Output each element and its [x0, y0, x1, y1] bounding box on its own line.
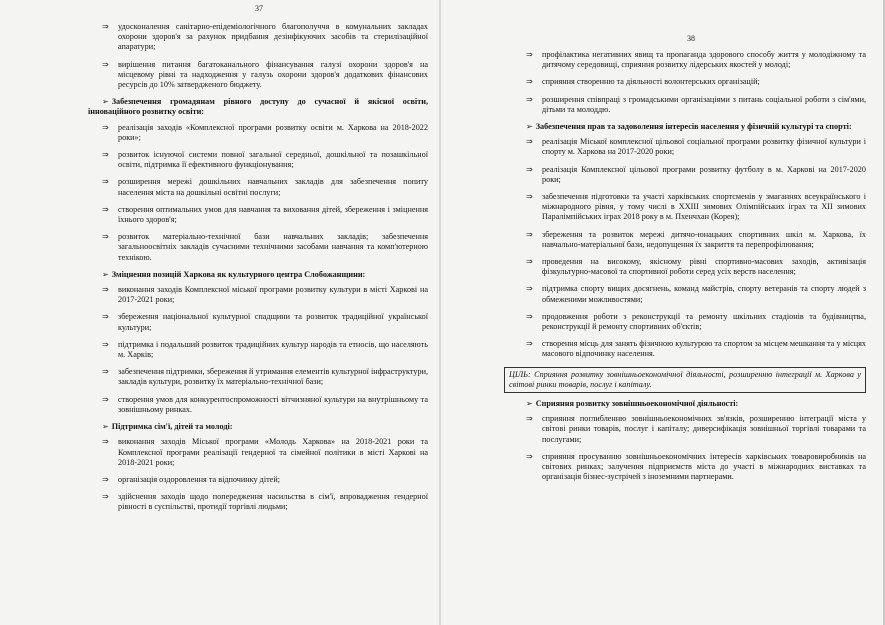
list-item [102, 395, 428, 415]
arrow-bullet-icon: ⇒ [102, 339, 109, 349]
list-item-text: реалізація Міської комплексної цільової соціальної програми розвитку фізичної культури і спорту м. Харкова на 2017-2020 роки; [542, 137, 866, 157]
arrow-bullet-icon: ⇒ [102, 177, 109, 187]
arrow-bullet-icon: ⇒ [102, 59, 109, 69]
list-item-text: сприяння просуванню зовнішньоекономічних інтересів харківських товаровиробників на світових ринках; залучення підприємств міста до участі в міжнародних виставках та організація бізнес-зустрічей з іноземними партнерами. [542, 451, 866, 482]
list-item [526, 137, 866, 157]
list-item [526, 312, 866, 332]
arrow-bullet-icon: ⇒ [102, 22, 109, 31]
section-heading [88, 270, 428, 280]
arrow-bullet-icon: ⇒ [526, 414, 533, 424]
list-item [102, 205, 428, 225]
arrowhead-bullet-icon: ➢ [526, 399, 533, 409]
arrow-bullet-icon: ⇒ [526, 339, 533, 349]
arrow-bullet-icon: ⇒ [102, 122, 109, 132]
arrow-bullet-icon: ⇒ [526, 451, 533, 461]
list-item [102, 492, 428, 512]
list-item [526, 165, 866, 185]
list-item [102, 232, 428, 263]
list-item-text: реалізація Комплексної цільової програми розвитку футболу в м. Харкові на 2017-2020 роки; [542, 164, 866, 184]
goal-box: ЦІЛЬ: Сприяння розвитку зовнішньоекономічної діяльності, розширенню інтеграції м. Харкова у світові ринки товарів, послуг і капіталу. [504, 367, 866, 393]
arrow-bullet-icon: ⇒ [526, 284, 533, 294]
list-item-text: забезпечення підготовки та участі харківських спортсменів у змаганнях всеукраїнського і міжнародного рівня, у тому числі в XXIII зимових Олімпійських іграх та XII зимових Паралімпійських іграх 2018 року в м. Пхенчхан (Корея); [542, 192, 866, 222]
list-item-text: розширення мережі дошкільних навчальних закладів для забезпечення попиту населення міста на дошкільні освітні послуги; [118, 177, 428, 197]
arrow-bullet-icon: ⇒ [526, 164, 533, 174]
arrowhead-bullet-icon: ➢ [102, 97, 109, 107]
arrow-bullet-icon: ⇒ [102, 394, 109, 404]
list-item-text: створення умов для конкурентоспроможності вітчизняної культури на внутрішньому та зовнішньому ринках. [118, 394, 428, 414]
list-item-text: розширення співпраці з громадськими організаціями з питань соціальної роботи з сім'ями, дітьми та молоддю. [542, 94, 866, 114]
list-item [102, 312, 428, 332]
list-item-text: профілактика негативних явищ та пропаганда здорового способу життя у молодіжному та дитячому середовищі, сприяння розвитку лідерських якостей у молоді; [542, 50, 866, 70]
section-heading-text: Забезпечення громадянам рівного доступу до сучасної й якісної освіти, інноваційного розвитку освіти: [88, 97, 428, 117]
list-item-text: підтримка і подальший розвиток традиційних культур народів та етносів, що населяють м. Харків; [118, 339, 428, 360]
page-number: 38 [687, 34, 695, 43]
section-heading [512, 122, 866, 132]
page-left [0, 0, 440, 625]
list-item-text: підтримка спорту вищих досягнень, команд майстрів, спорту ветеранів та спорту людей з обмеженими можливостями; [542, 284, 866, 304]
list-item-text: вирішення питання багатоканального фінансування галузі охорони здоров'я на місцевому рівні та надходження у галузь охорони здоров'я додаткових фінансових ресурсів до 10% затвердженого бюджету. [118, 59, 428, 90]
list-item-text: сприяння поглибленню зовнішньоекономічних зв'язків, розширенню інтеграції міста у світові ринки товарів, послуг і капіталу; диверсифікація зовнішньої торгівлі товарами та послугами; [542, 414, 866, 444]
list-item [526, 284, 866, 304]
section-heading-text: Сприяння розвитку зовнішньоекономічної діяльності: [535, 399, 739, 409]
arrow-bullet-icon: ⇒ [102, 367, 109, 377]
arrow-bullet-icon: ⇒ [102, 437, 109, 447]
list-item [526, 414, 866, 445]
list-item-text: реалізація заходів «Комплексної програми розвитку освіти м. Харкова на 2018-2022 роки»; [118, 122, 428, 142]
arrowhead-bullet-icon: ➢ [526, 122, 533, 132]
list-item-text: збереження та розвиток мережі дитячо-юнацьких спортивних шкіл м. Харкова, їх навчально-матеріальної бази, недопущення їх закриття та перепрофілювання; [542, 229, 866, 249]
list-item-text: забезпечення підтримки, збереження й утримання елементів культурної інфраструктури, закладів культури, розвитку їх матеріально-технічної бази; [118, 367, 428, 387]
list-item-text: проведення на високому, якісному рівні спортивно-масових заходів, активізація фізкультурно-масової та спортивної роботи серед усіх верств населення; [542, 257, 866, 277]
list-item [526, 50, 866, 70]
arrow-bullet-icon: ⇒ [102, 204, 109, 214]
list-item [102, 150, 428, 170]
list-item [102, 340, 428, 360]
list-item [102, 177, 428, 197]
list-item-text: виконання заходів Міської програми «Молодь Харкова» на 2018-2021 роки та Комплексної програми реалізації гендерної та сімейної політики в місті Харкові на 2018-2021 роки; [118, 437, 428, 467]
arrow-bullet-icon: ⇒ [102, 150, 109, 160]
arrow-bullet-icon: ⇒ [526, 311, 533, 321]
section-heading-text: Підтримка сім'ї, дітей та молоді: [111, 422, 233, 432]
list-item-text: сприяння створенню та діяльності волонтерських організацій; [542, 77, 760, 87]
section-heading [88, 97, 428, 117]
list-item [102, 123, 428, 143]
arrow-bullet-icon: ⇒ [102, 312, 109, 322]
page-content [88, 22, 428, 520]
list-item [102, 60, 428, 91]
list-item [102, 475, 428, 485]
list-item-text: організація оздоровлення та відпочинку дітей; [118, 474, 280, 484]
list-item [526, 257, 866, 277]
arrow-bullet-icon: ⇒ [526, 94, 533, 104]
list-item [102, 367, 428, 387]
arrow-bullet-icon: ⇒ [526, 257, 533, 267]
section-heading [512, 399, 866, 409]
arrowhead-bullet-icon: ➢ [102, 269, 109, 279]
list-item-text: розвиток матеріально-технічної бази навчальних закладів; забезпечення загальноосвітніх закладів сучасними технічними засобами навчання та комп'ютерною технікою. [118, 232, 428, 262]
list-item [102, 437, 428, 468]
arrow-bullet-icon: ⇒ [526, 229, 533, 239]
list-item [526, 192, 866, 223]
list-item-text: збереження національної культурної спадщини та розвиток традиційної української культури; [118, 312, 428, 332]
list-item [102, 22, 428, 53]
arrow-bullet-icon: ⇒ [526, 77, 533, 87]
arrowhead-bullet-icon: ➢ [102, 422, 109, 432]
list-item-text: здійснення заходів щодо попередження насильства в сім'ї, впровадження гендерної рівності в суспільстві, протидії торгівлі людьми; [118, 492, 428, 512]
list-item [102, 285, 428, 305]
arrow-bullet-icon: ⇒ [102, 232, 109, 242]
list-item [526, 230, 866, 250]
page-number: 37 [255, 4, 263, 13]
list-item-text: виконання заходів Комплексної міської програми розвитку культури в місті Харкові на 2017-2021 роки; [118, 285, 428, 305]
arrow-bullet-icon: ⇒ [102, 285, 109, 295]
arrow-bullet-icon: ⇒ [102, 492, 109, 502]
list-item [526, 95, 866, 115]
list-item [526, 77, 866, 87]
page-right [440, 0, 885, 625]
arrow-bullet-icon: ⇒ [526, 50, 533, 59]
list-item-text: створення місць для занять фізичною культурою та спортом за місцем мешкання та у місцях масового відпочинку населення. [542, 339, 866, 359]
page-content [509, 50, 866, 490]
arrow-bullet-icon: ⇒ [102, 474, 109, 484]
section-heading-text: Забезпечення прав та задоволення інтересів населення у фізичній культурі та спорті: [535, 122, 852, 132]
arrow-bullet-icon: ⇒ [526, 192, 533, 202]
section-heading-text: Зміцнення позицій Харкова як культурного центра Слобожанщини: [111, 269, 366, 279]
list-item [526, 452, 866, 483]
list-item-text: удосконалення санітарно-епідеміологічного благополуччя в комунальних закладах охорони здоров'я за рахунок придбання дезінфікуючих засобів та стерилізаційної апаратури; [118, 22, 428, 52]
arrow-bullet-icon: ⇒ [526, 137, 533, 147]
list-item-text: продовження роботи з реконструкції та ремонту шкільних стадіонів та будівництва, реконструкції й ремонту спортивних об'єктів; [542, 311, 866, 332]
list-item-text: розвиток існуючої системи повної загальної середньої, дошкільної та позашкільної освіти, підтримка її ефективного функціонування; [118, 150, 428, 170]
section-heading [88, 422, 428, 432]
list-item-text: створення оптимальних умов для навчання та виховання дітей, збереження і зміцнення їхнього здоров'я; [118, 204, 428, 225]
list-item [526, 339, 866, 359]
